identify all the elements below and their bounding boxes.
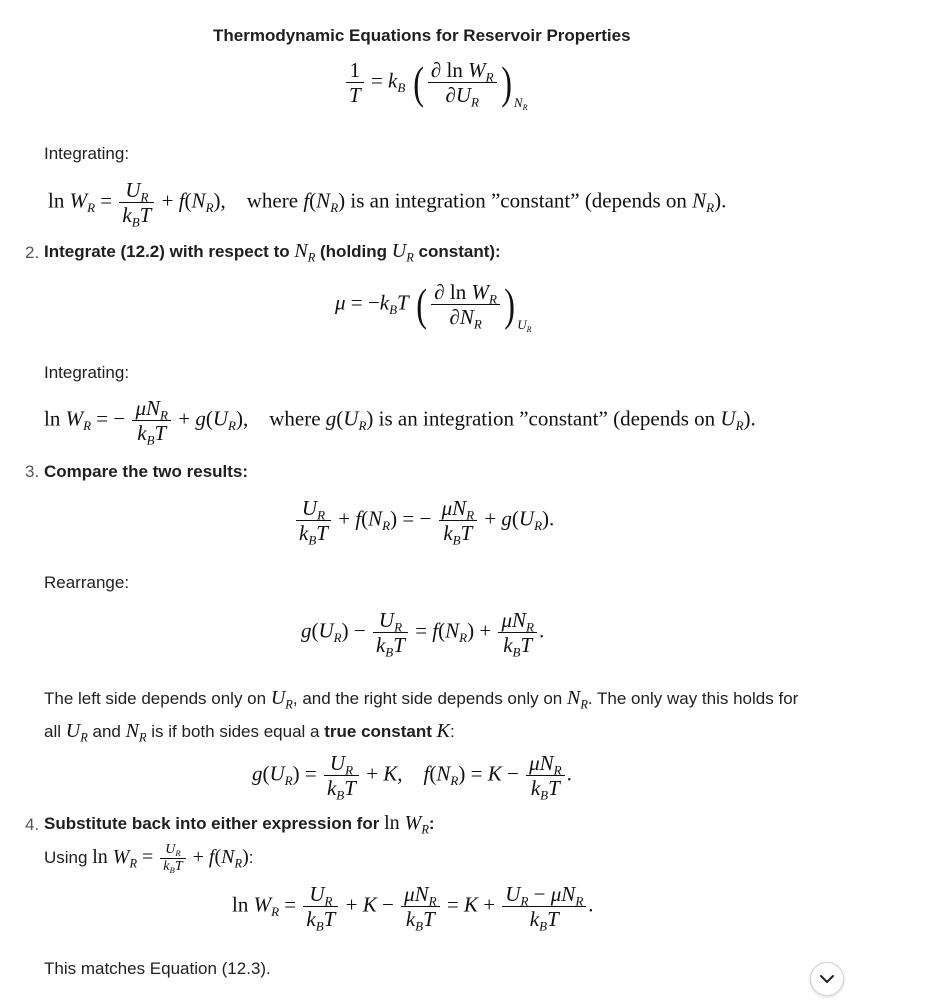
integrating-label-1: Integrating: — [44, 144, 130, 163]
where-text-2: where — [269, 406, 321, 431]
equation-lnw-g: $\ln W_R$ = − $\frac{\mu N_R}{k_BT}$ + $g(U_R)$, where $g(U_R)$ is an integration ”constant” (depends on $U_R$). — [44, 396, 756, 448]
para-text-e: and — [92, 722, 121, 741]
is-text-1: is an integration ”constant” (depends on — [350, 188, 687, 213]
step4-heading-end: : — [428, 814, 435, 833]
using-line: Using $\ln W_R$ = $\frac{U_R}{k_BT}$ + $f(N_R)$: — [44, 842, 254, 876]
step2-heading-a: Integrate (12.2) with respect to — [44, 242, 290, 261]
para-bold-constant: true constant — [324, 722, 432, 741]
equation-temperature: $\frac{1}{T}$ = $k_B$ ( $\frac{\partial \ln W_R}{\partial U_R}$ ) $_{N_R}$ — [344, 58, 527, 111]
rearrange-label: Rearrange: — [44, 573, 130, 592]
is-text-2: is an integration ”constant” (depends on — [378, 406, 716, 431]
scroll-down-button[interactable] — [810, 962, 844, 996]
equation-rearrange: $g(U_R)$ − $\frac{U_R}{k_BT}$ = $f(N_R)$ + $\frac{\mu N_R}{k_BT}$ . — [301, 608, 545, 660]
list-number-3: 3. — [25, 462, 40, 481]
conclusion-text: This matches Equation (12.3). — [44, 959, 271, 978]
equation-gf-solutions: $g(U_R)$ = $\frac{U_R}{k_BT}$ + K, $f(N_R) = K$ − $\frac{\mu N_R}{k_BT}$ . — [252, 751, 572, 803]
where-text-1: where — [246, 188, 299, 213]
para-text-end: : — [450, 722, 455, 741]
equation-compare: $\frac{U_R}{k_BT}$ + $f(N_R)$ = − $\frac{\mu N_R}{k_BT}$ + $g(U_R)$. — [294, 496, 554, 545]
step2-heading-c: constant): — [418, 242, 501, 261]
explanation-paragraph: The left side depends only on $U_R$, and the right side depends only on $N_R$. The only way this holds for all $U_R$ and $N_R$ is if both sides equal a true constant K: — [44, 687, 799, 745]
equation-lnw-f: $\ln W_R$ = $\frac{U_R}{k_BT}$ + $f(N_R)$, where $f(N_R)$ is an integration ”constant” (depends on $N_R$). — [48, 178, 727, 230]
page-title: Thermodynamic Equations for Reservoir Properties — [213, 26, 631, 45]
para-text-a: The left side depends only on — [44, 689, 267, 708]
list-number-4: 4. — [25, 815, 40, 834]
para-text-b: , and the right side depends only on — [292, 689, 563, 708]
equation-mu: $\mu = -k_BT$ ( $\frac{\partial \ln W_R}{\partial N_R}$ ) $_{U_R}$ — [335, 278, 532, 335]
step4-heading-text: Substitute back into either expression for — [44, 814, 380, 833]
step4-heading: Substitute back into either expression for $\ln W_R$: — [44, 812, 435, 837]
para-text-c: . The only way this holds for — [587, 689, 799, 708]
step3-heading: Compare the two results: — [44, 462, 249, 481]
using-end: : — [248, 848, 254, 868]
integrating-label-2: Integrating: — [44, 363, 130, 382]
para-text-d: all — [44, 722, 62, 741]
step2-heading: Integrate (12.2) with respect to $N_R$ (holding $U_R$ constant): — [44, 240, 501, 265]
para-text-f: is if both sides equal a — [151, 722, 320, 741]
list-number-2: 2. — [25, 243, 40, 262]
step2-heading-b: (holding — [320, 242, 388, 261]
chevron-down-icon — [819, 972, 835, 986]
using-label: Using — [44, 848, 88, 868]
equation-final: $\ln W_R$ = $\frac{U_R}{k_BT}$ + K − $\frac{\mu N_R}{k_BT}$ = K + $\frac{U_R - \mu N_R}{k_BT}$ . — [232, 882, 594, 934]
